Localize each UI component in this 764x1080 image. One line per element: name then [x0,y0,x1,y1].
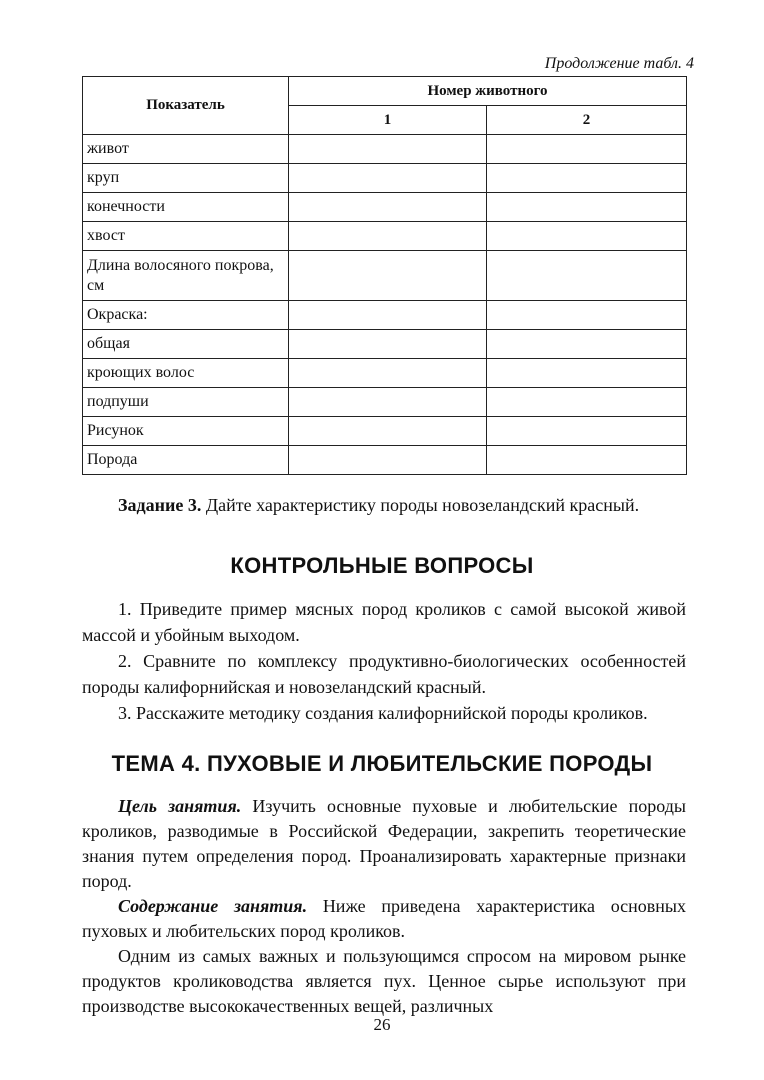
table-cell [487,193,687,222]
table-cell [289,417,487,446]
topic-4-body [82,794,686,1019]
content-paragraph [82,894,686,944]
table-cell [289,222,487,251]
task-3-label: Задание 3. [118,495,202,515]
table-cell [487,446,687,475]
content-text: Ниже приведена характеристика основных пуховых и любительских пород кроликов. [82,896,686,941]
table-cell [487,359,687,388]
table-cell [289,301,487,330]
task-3-text: Дайте характеристику породы новозеландский красный. [201,495,640,515]
table-row-label: круп [83,164,289,193]
table-cell [289,164,487,193]
table-cell [289,330,487,359]
table-cell [289,388,487,417]
table-cell [487,135,687,164]
table-row-label: конечности [83,193,289,222]
table-cell [487,301,687,330]
table-row-label: общая [83,330,289,359]
question-item: 3. Расскажите методику создания калифорнийской породы кроликов. [118,703,648,723]
question-item: 1. Приведите пример мясных пород кроликов с самой высокой живой массой и убойным выходом. [82,599,686,645]
table-cell [289,193,487,222]
control-questions-heading: КОНТРОЛЬНЫЕ ВОПРОСЫ [230,553,534,578]
header-col-1: 1 [289,106,487,135]
indicators-table [82,76,687,475]
table-cell [487,251,687,301]
table-cell [289,359,487,388]
page-number: 26 [373,1015,391,1034]
table-cell [487,164,687,193]
table-row-label: хвост [83,222,289,251]
header-indicator: Показатель [83,77,289,135]
control-questions-list [82,596,686,726]
content-label: Содержание занятия. [118,896,308,916]
table-cell [487,330,687,359]
table-row-label: живот [83,135,289,164]
goal-label: Цель занятия. [118,796,242,816]
table-row-label: кроющих волос [83,359,289,388]
table-row-label: Рисунок [83,417,289,446]
goal-text: Изучить основные пуховые и любительские породы кроликов, разводимые в Российской Федерации, закрепить теоретические знания путем определения пород. Проанализировать характерные признаки пород. [82,796,686,891]
table-row-label: Порода [83,446,289,475]
body-paragraph: Одним из самых важных и пользующимся спросом на мировом рынке продуктов кролиководства является пух. Ценное сырье используют при производстве высококачественных вещей, различных [82,946,686,1016]
table-cell [289,446,487,475]
table-cell [289,251,487,301]
question-item: 2. Сравните по комплексу продуктивно-биологических особенностей породы калифорнийская и новозеландский красный. [82,651,686,697]
table-cell [289,135,487,164]
header-animal-number: Номер животного [289,77,687,106]
table-cell [487,388,687,417]
task-3-paragraph [82,492,686,518]
goal-paragraph [82,794,686,894]
table-row-label: Окраска: [83,301,289,330]
table-row-label: подпуши [83,388,289,417]
table-continuation-caption: Продолжение табл. 4 [544,55,694,72]
table-cell [487,417,687,446]
table-cell [487,222,687,251]
header-col-2: 2 [487,106,687,135]
table-row-label: Длина волосяного покрова, см [83,251,289,301]
topic-4-heading: ТЕМА 4. ПУХОВЫЕ И ЛЮБИТЕЛЬСКИЕ ПОРОДЫ [111,751,653,776]
